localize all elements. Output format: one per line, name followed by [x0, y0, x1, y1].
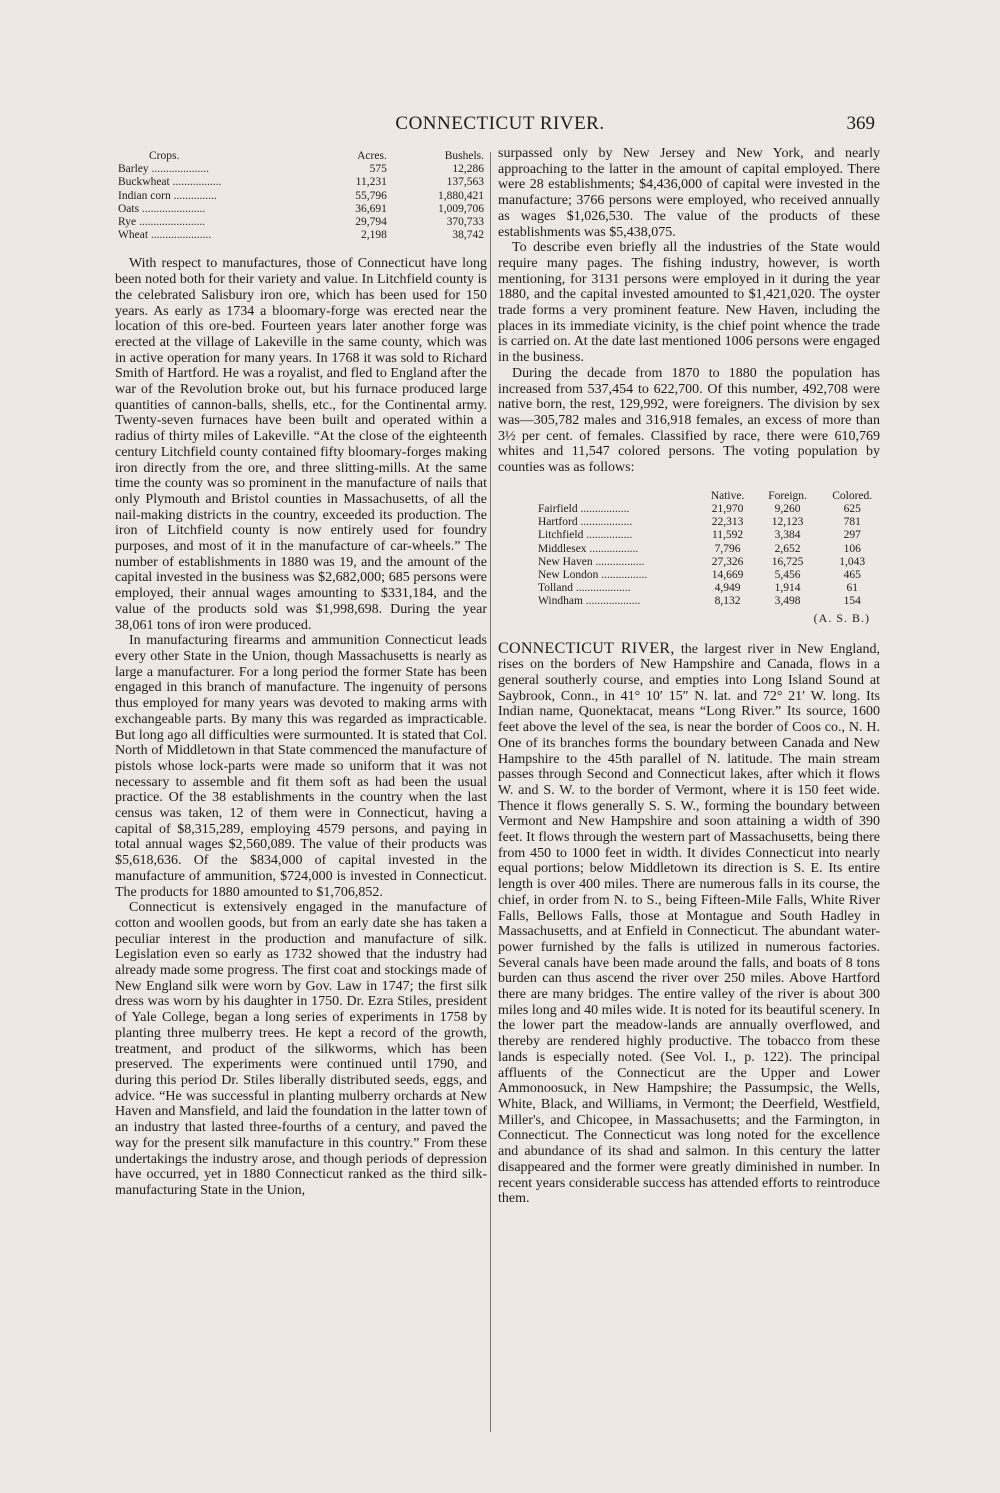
- crops-row: [115, 163, 487, 176]
- crop-bushels: 137,563: [446, 176, 484, 189]
- paragraph-industries: To describe even briefly all the industries of the State would require many pages. The fishing industry, however, is worth mentioning, for 3131 persons were employed in it during the year 1880, and the capital invested amounted to $1,421,020. The oyster trade forms a very prominent feature. New Haven, including the places in its immediate vicinity, is the chief point whence the trade is carried on. At the date last mentioned 1006 persons were engaged in the business.: [498, 240, 880, 366]
- county-native: 27,326: [711, 555, 744, 568]
- county-row: [535, 543, 885, 556]
- county-name: Windham ...................: [538, 595, 641, 608]
- crop-acres: 29,794: [355, 216, 387, 229]
- county-row: [535, 516, 885, 529]
- crop-acres: 575: [369, 163, 387, 176]
- county-colored: 106: [843, 542, 861, 555]
- crops-row: [115, 229, 487, 242]
- crop-acres: 11,231: [355, 176, 387, 189]
- crop-bushels: 38,742: [452, 229, 484, 242]
- paragraph-silk-continued: surpassed only by New Jersey and New York, and nearly approaching to the latter in the amount of capital employed. There were 28 establishments; $4,436,000 of capital were invested in the manufacture; 3766 persons were employed, who received annually as wages $1,026,530. The value of the products of these establishments was $5,438,075.: [498, 146, 880, 240]
- county-table-header: [535, 490, 885, 503]
- column-divider: [490, 152, 491, 1432]
- crop-acres: 2,198: [360, 229, 387, 242]
- county-row: [535, 569, 885, 582]
- county-header-native: Native.: [710, 489, 745, 502]
- running-title: CONNECTICUT RIVER.: [395, 113, 605, 134]
- crop-name: Buckwheat .................: [118, 176, 222, 189]
- county-foreign: 2,652: [774, 542, 801, 555]
- crop-bushels: 12,286: [452, 163, 484, 176]
- county-native: 11,592: [711, 529, 744, 542]
- county-name: Tolland ...................: [538, 582, 631, 595]
- county-name: New Haven .................: [538, 555, 645, 568]
- crop-acres: 55,796: [355, 189, 387, 202]
- crops-header-bushels: Bushels.: [444, 150, 484, 162]
- article-headword: CONNECTICUT RIVER,: [498, 639, 675, 657]
- county-row: [535, 503, 885, 516]
- crop-acres: 36,691: [355, 202, 387, 215]
- county-native: 21,970: [711, 502, 744, 515]
- county-header-foreign: Foreign.: [768, 489, 807, 502]
- county-colored: 297: [843, 529, 861, 542]
- county-native: 14,669: [711, 568, 744, 581]
- county-name: Litchfield ................: [538, 529, 633, 542]
- county-row: [535, 556, 885, 569]
- author-signature: (A. S. B.): [813, 610, 870, 625]
- county-colored: 781: [843, 516, 861, 529]
- crops-table: [115, 150, 487, 242]
- county-foreign: 3,498: [774, 595, 801, 608]
- county-row: [535, 595, 885, 608]
- paragraph-population: During the decade from 1870 to 1880 the population has increased from 537,454 to 622,700. Of this number, 492,708 were native born, the rest, 129,992, were foreigners. The division by sex was—305,782 males and 316,918 females, an excess of more than 3½ per cent. of females. Classified by race, there were 610,769 whites and 11,547 colored persons. The voting population by counties was as follows:: [498, 365, 880, 476]
- county-row: [535, 529, 885, 542]
- county-table: [535, 490, 885, 609]
- page-number: 369: [846, 113, 875, 134]
- county-native: 4,949: [714, 582, 741, 595]
- county-foreign: 3,384: [774, 529, 801, 542]
- crops-row: [115, 203, 487, 216]
- crops-header-acres: Acres.: [357, 150, 387, 162]
- county-colored: 1,043: [839, 555, 866, 568]
- county-table-body: [535, 503, 885, 609]
- crop-name: Indian corn ...............: [118, 189, 217, 202]
- crop-name: Rye .......................: [118, 216, 206, 229]
- county-colored: 625: [843, 502, 861, 515]
- crops-table-header: [115, 150, 487, 163]
- crop-name: Wheat .....................: [118, 229, 212, 242]
- county-native: 7,796: [714, 542, 741, 555]
- crop-bushels: 1,880,421: [438, 189, 484, 202]
- county-foreign: 12,123: [771, 516, 804, 529]
- county-colored: 465: [843, 568, 861, 581]
- county-header-colored: Colored.: [832, 489, 873, 502]
- crops-row: [115, 216, 487, 229]
- crop-bushels: 1,009,706: [438, 202, 484, 215]
- article-text: the largest river in New England, rises on the borders of New Hampshire and Canada, flows in a general southerly course, and empties into Long Island Sound at Saybrook, Conn., in 41° 10′ 15″ N. lat. and 72° 21′ W. long. Its Indian name, Quonektacat, means “Long River.” Its source, 1600 feet above the level of the sea, is near the border of Coos co., N. H. One of its branches forms the boundary between Canada and New Hampshire to the 45th parallel of N. latitude. The main stream passes through Second and Connecticut lakes, after which it flows W. and S. W. to the border of Vermont, where it is 150 feet wide. Thence it flows generally S. S. W., forming the boundary between Vermont and New Hampshire and soon attaining a width of 390 feet. It flows through the western part of Massachusetts, being there from 450 to 1000 feet in width. It divides Connecticut into nearly equal portions; below Middletown its direction is S. E. Its entire length is over 400 miles. There are numerous falls in its course, the chief, in order from N. to S., being Fifteen-Mile Falls, White River Falls, Bellows Falls, those at Montague and South Hadley in Massachusetts, and at Enfield in Connecticut. The abundant water-power furnished by the falls is utilized in numerous factories. Several canals have been made around the falls, and boats of 8 tons burden can thus ascend the river over 250 miles. Above Hartford there are many bridges. The entire valley of the river is about 300 miles long and 40 miles wide. It is noted for its beautiful scenery. In the lower part the meadow-lands are annually overflowed, and thereby are rendered highly productive. The tobacco from these lands is especially noted. (See Vol. I., p. 122). The principal affluents of the Connecticut are the Upper and Lower Ammonoosuck, in New Hampshire; the Passumpsic, the Wells, White, Black, and Williams, in Vermont; the Deerfield, Westfield, Miller's, and Chicopee, in Massachusetts; and the Farmington, in Connecticut. The Connecticut was long noted for the excellence and abundance of its shad and salmon. In this century the latter disappeared and the former were greatly diminished in number. In recent years considerable success has attended efforts to reintroduce them.: [498, 641, 880, 1207]
- crops-row: [115, 176, 487, 189]
- county-name: New London ................: [538, 568, 648, 581]
- county-name: Middlesex .................: [538, 542, 639, 555]
- county-name: Fairfield .................: [538, 502, 630, 515]
- crops-row: [115, 190, 487, 203]
- crop-name: Oats ......................: [118, 202, 206, 215]
- county-header-name: [535, 490, 699, 503]
- county-native: 8,132: [714, 595, 741, 608]
- county-foreign: 5,456: [774, 568, 801, 581]
- county-foreign: 1,914: [774, 582, 801, 595]
- county-foreign: 9,260: [774, 502, 801, 515]
- crop-bushels: 370,733: [446, 216, 484, 229]
- left-column: [115, 146, 487, 1199]
- crops-header-crops: Crops.: [149, 150, 180, 162]
- crops-table-body: [115, 163, 487, 242]
- article-connecticut-river: [498, 641, 880, 1207]
- paragraph-firearms: In manufacturing firearms and ammunition Connecticut leads every other State in the Union, though Massachusetts is nearly as large a manufacturer. For a long period the former State has been engaged in this branch of manufacture. The ingenuity of persons thus employed for many years was devoted to making arms with exchangeable parts. By many this was regarded as impracticable. But long ago all difficulties were surmounted. It is stated that Col. North of Middletown in that State commenced the manufacture of pistols whose lock-parts were made so uniform that it was not necessary to assemble and fit them soft as had been the usual practice. Of the 38 establishments in the country when the last census was taken, 12 of them were in Connecticut, having a capital of $8,315,289, employing 4579 persons, and paying in total annual wages $2,560,089. The value of their products was $5,618,636. Of the $834,000 of capital invested in the manufacture of ammunition, $724,000 is invested in Connecticut. The products for 1880 amounted to $1,706,852.: [115, 633, 487, 900]
- crop-name: Barley ....................: [118, 163, 210, 176]
- right-column: [498, 146, 880, 1207]
- county-native: 22,313: [711, 516, 744, 529]
- paragraph-manufactures-iron: With respect to manufactures, those of Connecticut have long been noted both for their variety and value. In Litchfield county is the celebrated Salisbury iron ore, which has been used for 150 years. As early as 1734 a bloomary-forge was erected near the location of this ore-bed. Fourteen years later another forge was erected at the village of Lakeville in the same county, which was in active operation for many years. In 1768 it was sold to Richard Smith of Hartford. He was a royalist, and fled to England after the war of the Revolution broke out, but his furnace produced large quantities of cannon-balls, shells, etc., for the Continental army. Twenty-seven furnaces have been built and operated within a radius of thirty miles of Lakeville. “At the close of the eighteenth century Litchfield county contained fifty bloomary-forges making iron directly from the ore, and three slitting-mills. At the same time the county was so prominent in the manufacture of nails that only Plymouth and Bristol counties in Massachusetts, of all the nail-making districts in the country, exceeded its production. The iron of Litchfield county is now entirely used for foundry purposes, and most of it in the manufacture of car-wheels.” The number of establishments in 1880 was 19, and the amount of the capital invested in the business was $2,682,000; 685 persons were employed, their annual wages amounting to $331,184, and the value of the products sold was $1,998,698. During the year 38,061 tons of iron were produced.: [115, 256, 487, 633]
- county-colored: 61: [846, 582, 858, 595]
- paragraph-silk: Connecticut is extensively engaged in the manufacture of cotton and woollen goods, but from an early date she has taken a peculiar interest in the production and manufacture of silk. Legislation even so early as 1732 showed that the industry had already made some progress. The first coat and stockings made of New England silk were worn by Gov. Law in 1747; the first silk dress was worn by his daughter in 1750. Dr. Ezra Stiles, president of Yale College, began a long series of experiments in 1758 by planting three mulberry trees. He kept a record of the growth, treatment, and product of the silkworms, which has been preserved. The experiments were continued until 1790, and during this period Dr. Stiles liberally distributed seeds, eggs, and advice. “He was successful in planting mulberry orchards at New Haven and Mansfield, and laid the foundation in the latter town of an industry that lasted three-fourths of a century, and paved the way for the present silk manufacture in this country.” From these undertakings the industry arose, and though periods of depression have occurred, yet in 1880 Connecticut ranked as the third silk-manufacturing State in the Union,: [115, 900, 487, 1198]
- county-name: Hartford ..................: [538, 516, 633, 529]
- county-row: [535, 582, 885, 595]
- county-colored: 154: [843, 595, 861, 608]
- county-foreign: 16,725: [771, 555, 804, 568]
- running-head: [0, 113, 1000, 143]
